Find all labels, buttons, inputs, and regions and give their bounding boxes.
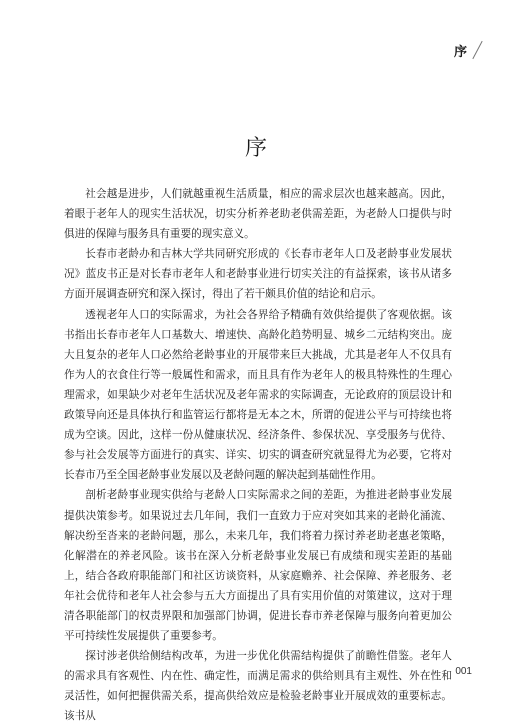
- running-head-divider: [472, 41, 482, 59]
- paragraph: 社会越是进步，人们就越重视生活质量，相应的需求层次也越来越高。因此，着眼于老年人的现实生活状况，切实分析养老助老供需差距，为老龄人口提供与时俱进的保障与服务具有重要的现实意义。: [64, 188, 452, 241]
- paragraph: 长春市老龄办和吉林大学共同研究形成的《长春市老年人口及老龄事业发展状况》蓝皮书正是对长春市老年人和老龄事业进行切实关注的有益探索，该书从诸多方面开展调查研究和深入探讨，得出了若干颇具价值的结论和启示。: [64, 248, 452, 301]
- paragraph: 剖析老龄事业现实供给与老龄人口实际需求之间的差距，为推进老龄事业发展提供决策参考。如果说过去几年间，我们一直致力于应对突如其来的老龄化涌流、解决纷至沓来的老龄问题，那么，未来几年，我们将着力探讨养老助老惠老策略，化解潜在的养老风险。该书在深入分析老龄事业发展已有成绩和现实差距的基础上，结合各政府职能部门和社区访谈资料，从家庭赡养、社会保障、养老服务、老年社会优待和老年人社会参与五大方面提出了具有实用价值的对策建议，这对于理清各职能部门的权责界限和加强部门协调，促进长春市养老保障与服务向着更加公平可持续性发展提供了重要参考。: [64, 489, 452, 643]
- running-head: [454, 40, 478, 60]
- body-text: [64, 184, 452, 727]
- page-number: 001: [455, 666, 472, 677]
- paragraph: 透视老年人口的实际需求，为社会各界给予精确有效供给提供了客观依据。该书指出长春市老年人口基数大、增速快、高龄化趋势明显、城乡二元结构突出。庞大且复杂的老年人口必然给老龄事业的开展带来巨大挑战，尤其是老年人不仅具有作为人的衣食住行等一般属性和需求，而且具有作为老年人的极具特殊性的生理心理需求，如果缺少对老年生活状况及老年需求的实际调查，无论政府的顶层设计和政策导向还是具体执行和监管运行都将是无本之木，所谓的促进公平与可持续也将成为空谈。因此，这样一份从健康状况、经济条件、参保状况、享受服务与优待、参与社会发展等方面进行的真实、详实、切实的调查研究就显得尤为必要，它将对长春市乃至全国老龄事业发展以及老龄问题的解决起到基础性作用。: [64, 308, 452, 482]
- running-head-text: 序: [453, 44, 467, 60]
- paragraph: 探讨涉老供给侧结构改革，为进一步优化供需结构提供了前瞻性借鉴。老年人的需求具有客观性、内在性、确定性，而满足需求的供给则具有主观性、外在性和灵活性，如何把握供需关系，提高供给效应是检验老龄事业开展成效的重要标志。该书从: [64, 650, 452, 723]
- page-title: 序: [244, 135, 267, 161]
